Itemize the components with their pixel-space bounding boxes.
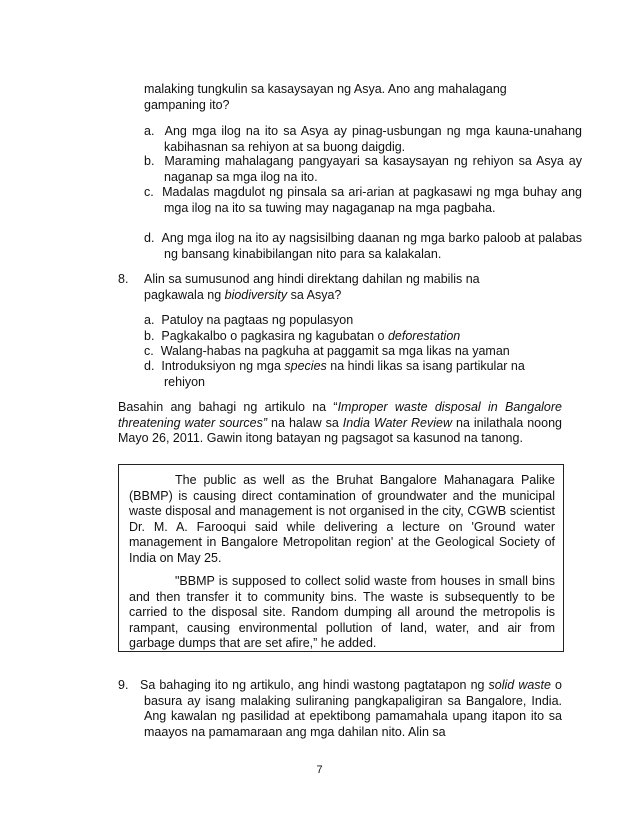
- intro-text-2: na halaw sa: [267, 415, 343, 430]
- option-letter: d.: [144, 359, 155, 373]
- option-letter: c.: [144, 344, 154, 358]
- q9-stem-text: Sa bahaging ito ng artikulo, ang hindi wastong pagtatapon ng: [140, 678, 489, 692]
- option-letter: b.: [144, 329, 155, 343]
- page-number: 7: [316, 764, 323, 776]
- option-text: Ang mga ilog na ito sa Asya ay pinag-usbungan ng mga kauna-unahang kabihasnan sa rehiyon at sa buong daigdig.: [164, 124, 582, 154]
- q9-number: 9.: [118, 678, 129, 692]
- q7-option-a: [144, 124, 582, 155]
- option-text-end: na hindi likas sa isang partikular na rehiyon: [164, 359, 525, 389]
- article-paragraph-1: The public as well as the Bruhat Bangalore Mahanagara Palike (BBMP) is causing direct contamination of groundwater and the municipal waste disposal and management is not organised in the city, CGWB scientist Dr. M. A. Farooqui said while delivering a lecture on 'Ground water management in Bangalore Metropolitan region' at the Geological Society of India on May 25.: [129, 473, 555, 565]
- q8-option-d: [144, 359, 564, 390]
- option-letter: c.: [144, 185, 154, 199]
- option-text: Pagkakalbo o pagkasira ng kagubatan o: [161, 329, 388, 343]
- option-letter: a.: [144, 313, 155, 327]
- article-intro: [118, 400, 562, 447]
- q8-stem: [144, 272, 524, 303]
- option-text: Introduksiyon ng mga: [161, 359, 285, 373]
- q8-option-b: [144, 329, 460, 345]
- q7-option-c: [144, 185, 582, 216]
- q8-option-a: [144, 313, 353, 329]
- intro-source: India Water Review: [342, 415, 452, 430]
- q8-stem-italic: biodiversity: [224, 287, 288, 302]
- option-italic: species: [284, 359, 327, 373]
- option-italic: deforestation: [387, 329, 461, 343]
- q7-option-b: [144, 154, 582, 185]
- option-text: Maraming mahalagang pangyayari sa kasaysayan ng rehiyon sa Asya ay naganap sa mga ilog na ito.: [164, 154, 583, 184]
- intro-article-title: Improper waste disposal in Bangalore threatening water sources”: [118, 400, 562, 430]
- q8-stem-end: sa Asya?: [287, 287, 342, 302]
- option-text: Walang-habas na pagkuha at paggamit sa mga likas na yaman: [160, 344, 510, 358]
- option-text: Ang mga ilog na ito ay nagsisilbing daanan ng mga barko paloob at palabas ng bansang kinabibilangan nito para sa kalakalan.: [161, 231, 582, 261]
- q9-stem: [140, 678, 563, 740]
- article-paragraph-2: "BBMP is supposed to collect solid waste from houses in small bins and then transfer it to community bins. The waste is subsequently to be carried to the disposal site. Random dumping all around the metropolis is rampant, causing environmental pollution of land, water, and air from garbage dumps that are set afire,” he added.: [129, 574, 555, 651]
- q7-option-d: [144, 231, 582, 262]
- article-excerpt-box: [118, 464, 564, 652]
- q9-stem-italic: solid waste: [488, 678, 551, 692]
- q7-stem: malaking tungkulin sa kasaysayan ng Asya. Ano ang mahalagang gampaning ito?: [144, 82, 507, 112]
- intro-text-3: na inilathala noong Mayo 26, 2011. Gawin itong batayan ng pagsagot sa kasunod na tanong.: [118, 415, 562, 446]
- q8-stem-text: Alin sa sumusunod ang hindi direktang dahilan ng mabilis na pagkawala ng: [144, 272, 480, 302]
- q8-option-c: [144, 344, 510, 360]
- option-text: Madalas magdulot ng pinsala sa ari-arian at pagkasawi ng mga buhay ang mga ilog na ito sa tuwing may nagaganap na mga pagbaha.: [162, 185, 582, 215]
- q8-number: 8.: [118, 272, 129, 286]
- q9-stem-end: o basura ay isang malaking suliraning pangkapaligiran sa Bangalore, India. Ang kawalan ng pasilidad at epektibong pamamahala upang itapon ito sa maayos na pamamaraan ang mga dahilan nito. Alin sa: [144, 678, 563, 739]
- option-text: Patuloy na pagtaas ng populasyon: [161, 313, 354, 327]
- intro-text: Basahin ang bahagi ng artikulo na “: [118, 400, 338, 414]
- option-letter: d.: [144, 231, 155, 245]
- option-letter: a.: [144, 124, 155, 138]
- option-letter: b.: [144, 154, 155, 168]
